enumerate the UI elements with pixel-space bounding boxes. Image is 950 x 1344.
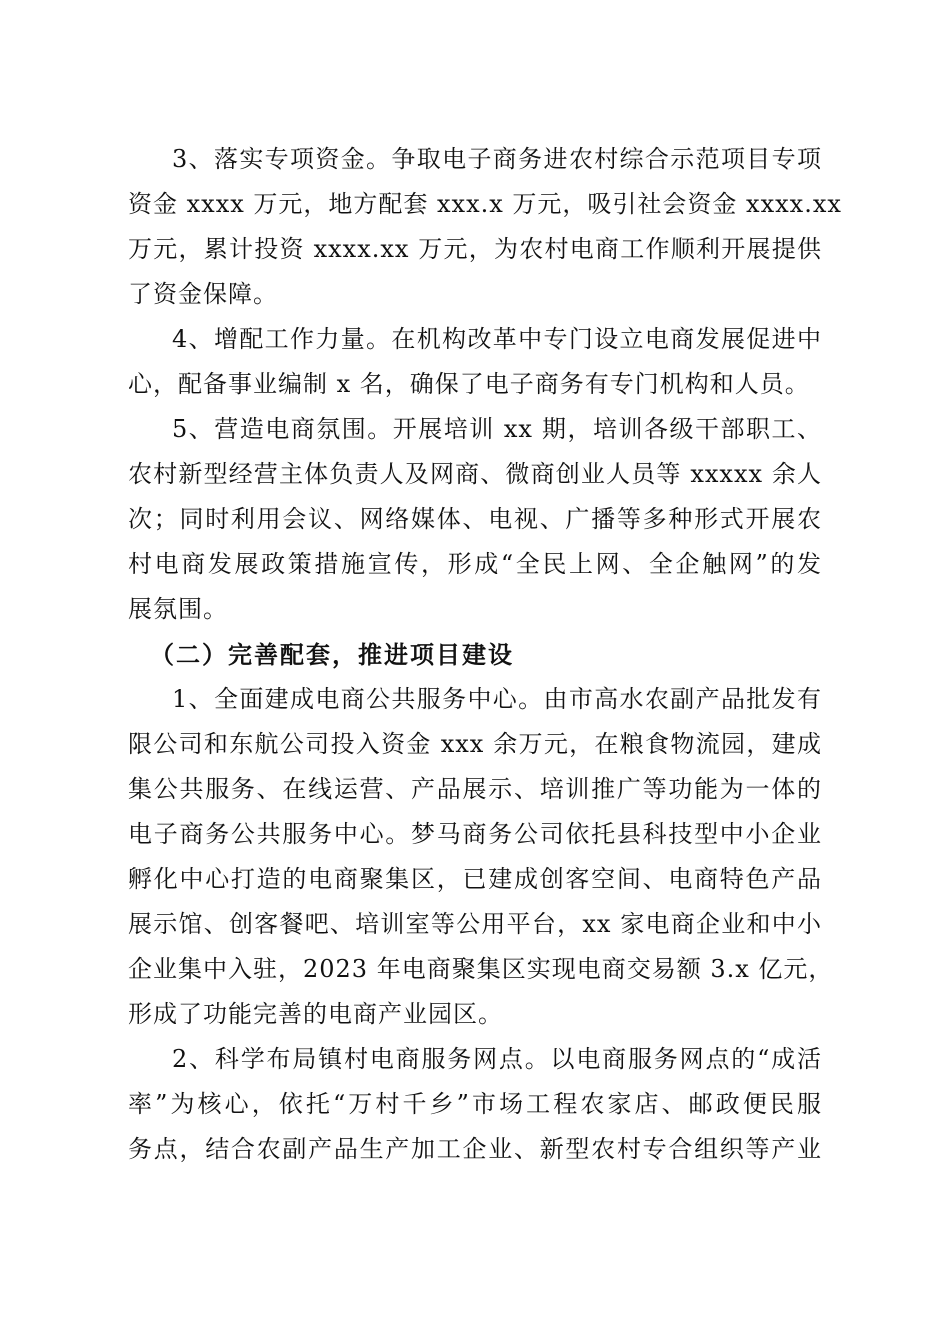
paragraph-atmosphere <box>128 407 822 632</box>
text-line: 5、营造电商氛围。开展培训 xx 期，培训各级干部职工、 <box>172 415 822 443</box>
text-line: 务点，结合农副产品生产加工企业、新型农村专合组织等产业 <box>128 1135 822 1163</box>
paragraph-service-outlets <box>128 1037 822 1172</box>
text-line: 集公共服务、在线运营、产品展示、培训推广等功能为一体的 <box>128 775 822 803</box>
text-line: 展示馆、创客餐吧、培训室等公用平台，xx 家电商企业和中小 <box>128 910 822 938</box>
text-line: 心，配备事业编制 x 名，确保了电子商务有专门机构和人员。 <box>128 370 810 398</box>
text-line: 电子商务公共服务中心。梦马商务公司依托县科技型中小企业 <box>128 820 822 848</box>
text-line: 次；同时利用会议、网络媒体、电视、广播等多种形式开展农 <box>128 505 822 533</box>
text-line: 2、科学布局镇村电商服务网点。以电商服务网点的“成活 <box>172 1045 822 1073</box>
text-line: 展氛围。 <box>128 595 228 623</box>
text-line: 1、全面建成电商公共服务中心。由市高水农副产品批发有 <box>172 685 822 713</box>
text-line: 了资金保障。 <box>128 280 278 308</box>
text-line: 限公司和东航公司投入资金 xxx 余万元，在粮食物流园，建成 <box>128 730 822 758</box>
text-line: 企业集中入驻，2023 年电商聚集区实现电商交易额 3.x 亿元， <box>128 955 834 983</box>
document-page <box>128 137 842 1172</box>
text-line: 资金 xxxx 万元，地方配套 xxx.x 万元，吸引社会资金 xxxx.xx <box>128 190 842 218</box>
section-heading: （二）完善配套，推进项目建设 <box>150 640 514 669</box>
text-line: 4、增配工作力量。在机构改革中专门设立电商发展促进中 <box>172 325 822 353</box>
text-line: 万元，累计投资 xxxx.xx 万元，为农村电商工作顺利开展提供 <box>128 235 822 263</box>
text-line: 率”为核心，依托“万村千乡”市场工程农家店、邮政便民服 <box>128 1090 822 1118</box>
text-line: 村电商发展政策措施宣传，形成“全民上网、全企触网”的发 <box>128 550 822 578</box>
text-line: 农村新型经营主体负责人及网商、微商创业人员等 xxxxx 余人 <box>128 460 822 488</box>
text-line: 3、落实专项资金。争取电子商务进农村综合示范项目专项 <box>172 145 822 173</box>
paragraph-funding <box>128 137 842 317</box>
text-line: 形成了功能完善的电商产业园区。 <box>128 1000 503 1028</box>
paragraph-staffing <box>128 317 822 407</box>
text-line: 孵化中心打造的电商聚集区，已建成创客空间、电商特色产品 <box>128 865 822 893</box>
paragraph-service-center <box>128 677 834 1037</box>
